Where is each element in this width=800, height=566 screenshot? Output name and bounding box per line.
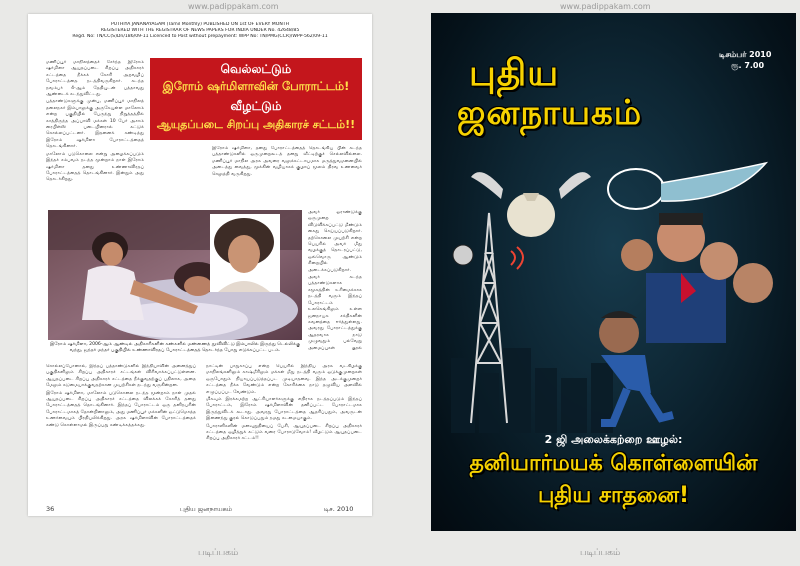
headline-line: வெல்லட்டும்	[220, 62, 292, 76]
watermark-left: www.padippakam.com	[188, 2, 279, 11]
page-footer	[28, 502, 372, 516]
column-left-top	[46, 60, 144, 206]
headline-line: இரோம் ஷர்மிளாவின் போராட்டம்!	[162, 79, 350, 93]
cover-price: ரூ. 7.00	[731, 61, 765, 70]
cover-headline-line2: புதிய சாதனை!	[537, 483, 690, 508]
cover-illustration	[431, 143, 796, 433]
masthead-line: REGISTERED WITH THE REGISTRAR OF NEWS PAPERS FOR INDIA UNDER No. 42648/85	[100, 28, 300, 33]
net-icon	[608, 163, 766, 209]
column-bottom-left	[46, 364, 196, 498]
paragraph: இரோம் ஷர்மிளா, தனது போராட்டத்தைத் தொடங்கிய பின் கடந்த பத்தாண்டுகளில் ஒருமுறைகூடத் தனது வீட்டிற்குச் செல்லவில்லை. மணிப்பூர் மாநில அரசு அவரை வலுக்கட்டாயமாக மருத்துவமனையில் அடைத்து வைத்து, மூக்கின் வழியாகக் குழாய் மூலம் திரவ உணவைச் செலுத்தி வருகிறது.	[212, 146, 362, 177]
page-magazine-name: புதிய ஜனநாயகம்	[180, 505, 233, 513]
paragraph: இரோம் ஷர்மிளா, மாலோம் படுகொலை நடந்த மூன்றாம் நாள் முதல் ஆயுதப்படை சிறப்பு அதிகாரச் சட்டத்தை விலக்கக் கோரித் தனது போராட்டத்தைத் தொடங்கினார். இந்தப் போராட்டம் ஒரு தனிநபரின் போராட்டமாகத் தோன்றினாலும், அது மணிப்பூர் மக்களின் ஒட்டுமொத்த உணர்வையும் பிரதிபலிக்கிறது. அரசு ஷர்மிளாவின் போராட்டத்தைக் கண்டு கொள்ளாமல் இருப்பது கண்டிக்கத்தக்கது.	[46, 390, 196, 428]
cover-date: டிசம்பர் 2010	[719, 50, 772, 59]
cover-title-line2: ஜனநாயகம்	[457, 93, 643, 133]
paragraph: பத்தாண்டுகளுக்கு முன்பு, மணிப்பூர் மாநிலத் தலைநகர் இம்பாலுக்கு அருகேயுள்ள மாலோம் என்ற பகுதியில் பேருந்து நிறுத்தத்தில் காத்திருந்த அப்பாவி மக்கள் 10 பேர் அசாம் ரைபிள்ஸ் படையினரால் சுட்டுக் கொல்லப்பட்டனர். இதனைக் கண்டித்து இரோம் ஷர்மிளா போராட்டத்தைத் தொடங்கினார்.	[46, 99, 144, 150]
paragraph: நாட்டின் பாதுகாப்பு என்ற பெயரில் இந்திய அரசு வடகிழக்கு மாநிலங்களிலும் காஷ்மீரிலும் மக்கள் மீது நடத்தி வரும் ஒடுக்குமுறைகள் ஒருபோதும் நியாயப்படுத்தப்பட முடியாதவை. இந்த அடக்குமுறைச் சட்டத்தை நீக்க வேண்டும் என்ற கோரிக்கை நாடு தழுவிய அளவில் எழுப்பப்பட வேண்டும்.	[206, 364, 362, 395]
headline-line: வீழட்டும்	[230, 99, 282, 113]
page-number: 36	[46, 505, 55, 513]
dish-icon	[453, 245, 473, 265]
masthead-line: Regd. No: TN/CC(S)Dn/186/09-11 Licenced to Post without prepayment: WPP No: TN/PMG(CCR)/WPP-562/09-11	[72, 34, 328, 39]
footer-mark-right: படிப்பகம்	[580, 548, 621, 558]
cover-subtitle: 2 ஜி அலைக்கற்றை ஊழல்:	[544, 433, 683, 446]
watermark-right: www.padippakam.com	[560, 2, 651, 11]
column-right-top-b	[308, 210, 362, 350]
paragraph: போராளிகளின் மனவுறுதியைப் பேசி, ஆயுதப்படை சிறப்பு அதிகாரச் சட்டத்தை ஒழித்துக் கட்டும் வரை போராடுவோம்! வீழட்டும் ஆயுதப்படை சிறப்பு அதிகாரச் சட்டம்!!	[206, 423, 362, 442]
paragraph: மாலோம் படுகொலை என்று அழைக்கப்படும் இந்தச் சம்பவம் நடந்த மூன்றாம் நாள் இரோம் ஷர்மிளா தனது உண்ணாவிரதப் போராட்டத்தைத் தொடங்கினார். இன்றும் அது தொடர்கிறது.	[46, 151, 144, 183]
headline-red-box	[150, 58, 362, 140]
photo-illustration	[48, 210, 302, 340]
page-month: டிச. 2010	[324, 505, 354, 513]
cover-headline-line1: தனியார்மயக் கொள்ளையின்	[469, 451, 758, 476]
paragraph: சொல்லப்போனால், இந்தப் பத்தாண்டுகளில் இந்தியாவின் அனைத்துப் பகுதிகளிலும் சிறப்பு அதிகாரச் சட்டங்கள் விரிவாக்கப்பட்டுள்ளன. ஆயுதப்படை சிறப்பு அதிகாரச் சட்டத்தை நீக்குவதற்குப் பதிலாக, அதை மேலும் கடுமையாக்குவதற்கான முயற்சிகள் நடந்து வருகின்றன.	[46, 364, 196, 389]
cover-title-line1: புதிய	[469, 53, 560, 94]
people-illustration	[599, 213, 773, 423]
paragraph: மிகவும் இரக்கமற்ற ஆட்சியாளர்களுக்கு எதிராக நடத்தப்படும் இந்தப் போராட்டம், இரோம் ஷர்மிளாவின் தனிப்பட்ட போராட்டமாக இருந்துவிடக் கூடாது. அவரது போராட்டத்தை ஆதரிப்பதும், அவருடன் இணைந்து குரல் கொடுப்பதும் நமது கடமையாகும்.	[206, 397, 362, 422]
column-bottom-right	[206, 364, 362, 498]
magazine-cover	[431, 13, 796, 531]
paragraph: அவர் கடந்த பத்தாண்டுகளாக சமூகத்தின் உரிமைக்காக நடத்தி வரும் இந்தப் போராட்டம் உலகெங்கிலும் உள்ள ஜனநாயக சக்திகளின் கவனத்தை ஈர்த்துள்ளது. அவரது போராட்டத்துக்கு ஆதரவாக நாடு முழுவதும் பல்வேறு அமைப்புகள் குரல்	[308, 275, 362, 350]
column-right-top-a	[212, 146, 362, 206]
footer-mark-left: படிப்பகம்	[198, 548, 239, 558]
paragraph: அவர் ஓராண்டுக்கு ஒருமுறை விடுவிக்கப்பட்டு மீண்டும் கைது செய்யப்படுகிறார். தற்கொலை முயற்சி என்ற பெயரில் அவர் மீது வழக்குத் தொடரப்பட்டு, ஒவ்வொரு ஆண்டும் சிறையில் அடைக்கப்படுகிறார்.	[308, 210, 362, 273]
money-bag-icon	[471, 172, 591, 237]
masthead-line: PUTHIYA JANANAYAGAM (Tamil Monthly) PUBLISHED ON 1st OF EVERY MONTH	[110, 22, 290, 27]
masthead	[28, 22, 372, 40]
protest-photo	[48, 210, 302, 340]
photo-caption: இரோம் ஷர்மிளா, 2006-ஆம் ஆண்டில் அதிகாரிகளின் கண்களில் மண்ணைத் தூவிவிட்டு இம்பாலில் இருந்து டெல்லிக்கு வந்து, ஜந்தர் மந்தர் பகுதியில் உண்ணாவிரதப் போராட்டத்தைத் தொடர்ந்த போது எடுக்கப்பட்ட படம்.	[49, 342, 301, 353]
headline-line: ஆயுதப்படை சிறப்பு அதிகாரச் சட்டம்!!	[156, 118, 356, 131]
left-page	[28, 14, 372, 516]
paragraph: மணிப்பூர் மாநிலத்தைச் சேர்ந்த இரோம் ஷர்மிளா ஆயுதப்படை சிறப்பு அதிகாரச் சட்டத்தை நீக்கக் கோரி அறவழிப் போராட்டத்தை நடத்திவருகிறார். கடந்த நவம்பர் 4-ஆம் தேதியுடன் பத்தாவது ஆண்டைக் கடந்துவிட்டது.	[46, 60, 144, 98]
